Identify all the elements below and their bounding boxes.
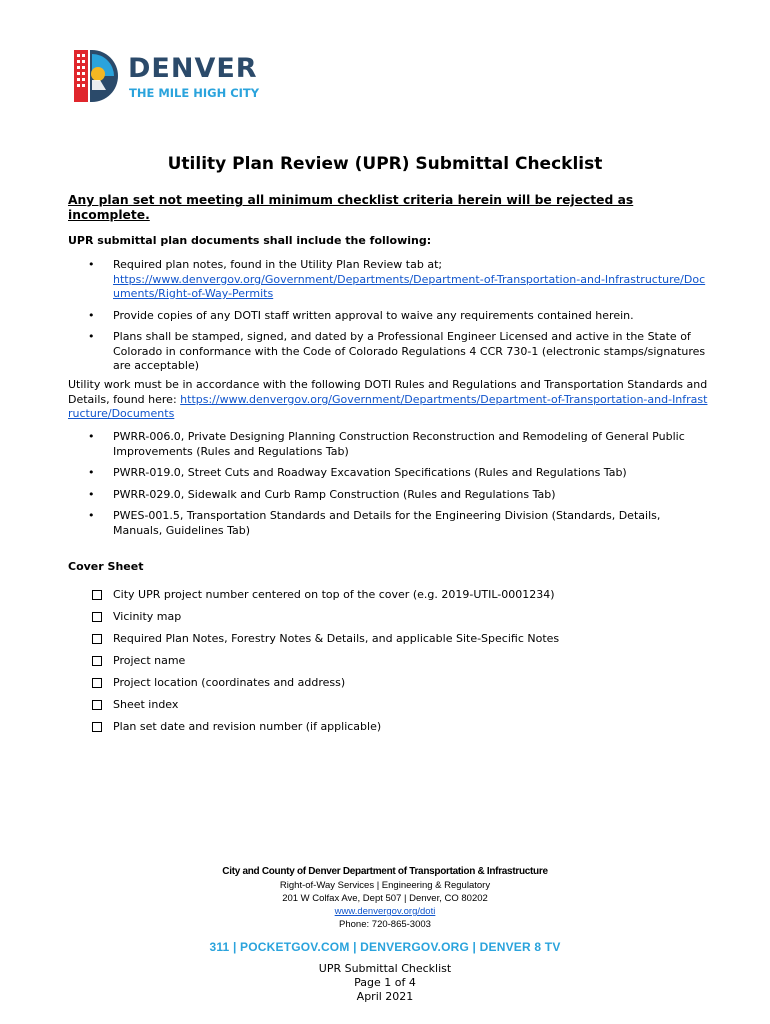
list-item — [68, 698, 708, 720]
footer-services: Right-of-Way Services | Engineering & Regulatory — [279, 880, 491, 891]
list-item — [68, 632, 708, 654]
bullet-icon: • — [88, 487, 95, 501]
footer-organization: City and County of Denver Department of Transportation & Infrastructure — [222, 866, 548, 877]
bullet-icon: • — [88, 258, 95, 271]
checklist-text: City UPR project number centered on top of the cover (e.g. 2019-UTIL-0001234) — [113, 588, 555, 601]
footer-web-links: 311 | POCKETGOV.COM | DENVERGOV.ORG | DENVER 8 TV — [209, 940, 561, 954]
list-item — [68, 676, 708, 698]
list-item — [68, 720, 708, 742]
checkbox-icon[interactable] — [92, 722, 102, 732]
checklist-text: Project location (coordinates and address) — [113, 676, 346, 689]
cover-sheet-heading: Cover Sheet — [68, 560, 144, 573]
doti-standards-list — [68, 430, 708, 545]
footer-website-line — [0, 906, 770, 917]
requirements-list — [68, 258, 708, 381]
bullet-icon: • — [88, 466, 95, 479]
list-item — [68, 430, 708, 459]
requirement-text: Required plan notes, found in the Utility Plan Review tab at; — [113, 258, 443, 271]
list-item — [68, 654, 708, 676]
doti-rules-text: Utility work must be in accordance with the following DOTI Rules and Regulations and Transportation Standards and Details, found here: — [68, 378, 708, 406]
requirement-text: Provide copies of any DOTI staff written approval to waive any requirements contained herein. — [113, 308, 634, 322]
requirement-text: Plans shall be stamped, signed, and dated by a Professional Engineer Licensed and active in the State of Colorado in conformance with the Code of Colorado Regulations 4 CCR 730-1 (electronic stamps/signatures are acceptable) — [113, 330, 706, 372]
list-item — [68, 588, 708, 610]
checklist-text: Plan set date and revision number (if applicable) — [113, 720, 382, 733]
document-name: UPR Submittal Checklist — [318, 962, 452, 975]
checklist-text: Project name — [113, 654, 186, 667]
page-number: Page 1 of 4 — [354, 976, 416, 989]
checkbox-icon[interactable] — [92, 700, 102, 710]
doti-rules-paragraph — [68, 378, 708, 422]
footer-phone: Phone: 720-865-3003 — [339, 919, 431, 930]
page-title: Utility Plan Review (UPR) Submittal Checklist — [167, 154, 603, 174]
checkbox-icon[interactable] — [92, 590, 102, 600]
doti-documents-link[interactable]: https://www.denvergov.org/Government/Departments/Department-of-Transportation-and-Infrastructure/Documents — [68, 392, 708, 420]
rejection-warning: Any plan set not meeting all minimum checklist criteria herein will be rejected as incomplete. — [68, 193, 634, 222]
checklist-text: Required Plan Notes, Forestry Notes & Details, and applicable Site-Specific Notes — [113, 632, 560, 645]
footer-address: 201 W Colfax Ave, Dept 507 | Denver, CO 80202 — [282, 893, 488, 904]
checkbox-icon[interactable] — [92, 634, 102, 644]
checklist-text: Sheet index — [113, 698, 179, 711]
list-item — [68, 509, 708, 538]
list-item — [68, 610, 708, 632]
bullet-icon: • — [88, 430, 95, 443]
standard-text: PWES-001.5, Transportation Standards and Details for the Engineering Division (Standards, Details, Manuals, Guidelines Tab) — [113, 509, 661, 537]
list-item — [68, 330, 708, 374]
checklist-text: Vicinity map — [113, 610, 182, 623]
cover-sheet-checklist — [68, 588, 708, 742]
standard-text: PWRR-019.0, Street Cuts and Roadway Excavation Specifications (Rules and Regulations Tab) — [113, 466, 627, 479]
bullet-icon: • — [88, 509, 95, 522]
checkbox-icon[interactable] — [92, 678, 102, 688]
bullet-icon: • — [88, 330, 95, 343]
footer-website-link[interactable]: www.denvergov.org/doti — [334, 906, 436, 917]
denver-logo-mark-icon — [74, 50, 118, 102]
logo-tagline: THE MILE HIGH CITY — [129, 86, 260, 100]
checkbox-icon[interactable] — [92, 656, 102, 666]
submittal-intro: UPR submittal plan documents shall include the following: — [68, 234, 432, 247]
document-date: April 2021 — [356, 990, 414, 1003]
list-item — [68, 466, 708, 481]
checkbox-icon[interactable] — [92, 612, 102, 622]
plan-notes-link[interactable]: https://www.denvergov.org/Government/Departments/Department-of-Transportation-and-Infrastructure/Documents/Right-of-Way-Permits — [113, 272, 706, 300]
logo-name: DENVER — [128, 53, 258, 84]
document-info — [0, 962, 770, 1004]
bullet-icon: • — [88, 308, 95, 322]
list-item — [68, 309, 708, 324]
standard-text: PWRR-006.0, Private Designing Planning Construction Reconstruction and Remodeling of General Public Improvements (Rules and Regulations Tab) — [113, 430, 685, 458]
standard-text: PWRR-029.0, Sidewalk and Curb Ramp Construction (Rules and Regulations Tab) — [113, 487, 556, 501]
denver-logo — [74, 50, 274, 106]
list-item — [68, 258, 708, 302]
list-item — [68, 488, 708, 503]
